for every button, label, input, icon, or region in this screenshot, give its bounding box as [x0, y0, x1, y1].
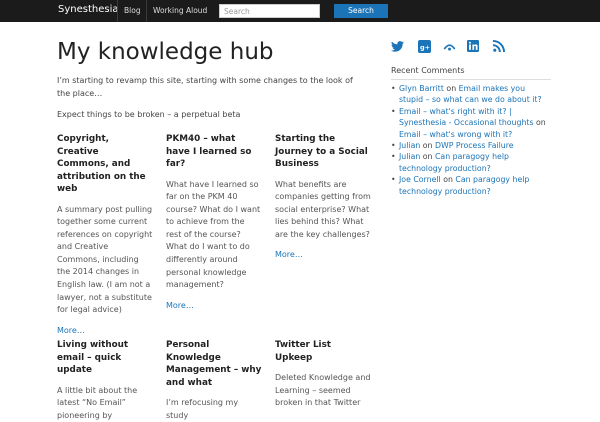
comment-on-text: on: [536, 118, 546, 127]
comment-post-link[interactable]: Can paragogy help technology production?: [399, 152, 509, 172]
comment-item: [391, 140, 551, 151]
comment-author-link[interactable]: Julian: [399, 141, 420, 150]
comment-item: [391, 174, 551, 197]
comment-author-link[interactable]: Julian: [399, 152, 420, 161]
comment-item: [391, 106, 551, 140]
post-title-link[interactable]: Starting the Journey to a Social Business: [275, 133, 371, 171]
post-excerpt: What benefits are companies getting from social enterprise? What lies behind this? What are the key challenges?: [275, 179, 371, 242]
intro-text: I’m starting to revamp this site, starting with some changes to the look of the place…: [57, 75, 367, 100]
post-card: [166, 133, 262, 310]
post-title-link[interactable]: Twitter List Upkeep: [275, 339, 371, 364]
comment-item: [391, 83, 551, 106]
recent-comments-list: [391, 83, 551, 197]
linkedin-icon[interactable]: [466, 39, 480, 53]
comment-on-text: on: [443, 175, 453, 184]
post-excerpt: Deleted Knowledge and Learning – seemed broken in that Twitter: [275, 372, 371, 410]
top-navigation-bar: [0, 0, 600, 22]
post-card: [166, 339, 262, 422]
twitter-icon[interactable]: [390, 39, 404, 53]
intro-note: Expect things to be broken – a perpetual beta: [57, 110, 240, 119]
post-card: [57, 339, 153, 422]
site-brand-link[interactable]: Synesthesia: [58, 4, 119, 15]
post-excerpt: I’m refocusing my study: [166, 397, 262, 422]
search-input[interactable]: [219, 4, 320, 18]
search-button[interactable]: Search: [334, 4, 388, 18]
google-plus-icon[interactable]: [417, 39, 431, 53]
post-card: [275, 133, 371, 259]
post-card: [57, 133, 153, 335]
post-title-link[interactable]: PKM40 – what have I learned so far?: [166, 133, 262, 171]
sidebar-divider: [391, 79, 551, 80]
page-title: My knowledge hub: [57, 39, 274, 65]
post-title-link[interactable]: Copyright, Creative Commons, and attribution on the web: [57, 133, 153, 196]
post-card: [275, 339, 371, 410]
comment-post-link[interactable]: DWP Process Failure: [435, 141, 514, 150]
post-more-link[interactable]: More…: [275, 250, 371, 259]
post-excerpt: What have I learned so far on the PKM 40 course? What do I want to achieve from the rest of the course? What do I want to do differently around personal knowledge management?: [166, 179, 262, 292]
post-title-link[interactable]: Personal Knowledge Management – why and what: [166, 339, 262, 389]
comment-on-text: on: [423, 152, 433, 161]
comment-post-link[interactable]: Email makes you stupid – so what can we do about it?: [399, 84, 542, 104]
post-more-link[interactable]: More…: [166, 301, 262, 310]
nav-item-blog[interactable]: Blog: [117, 0, 147, 22]
post-excerpt: A little bit about the latest “No Email” pioneering by: [57, 385, 153, 422]
svg-text:g+: g+: [419, 43, 429, 51]
post-more-link[interactable]: More…: [57, 326, 153, 335]
rss-icon[interactable]: [492, 39, 506, 53]
recent-comments-heading: Recent Comments: [391, 66, 465, 75]
post-excerpt: A summary post pulling together some current references on copyright and Creative Commons, including the 2014 changes in English law. (I am not a lawyer, not a substitute for legal advice): [57, 204, 153, 317]
comment-author-link[interactable]: Email – what's right with it? | Synesthesia - Occasional thoughts: [399, 107, 534, 127]
comment-on-text: on: [446, 84, 456, 93]
comment-on-text: on: [423, 141, 433, 150]
rss-alt-icon[interactable]: [442, 39, 456, 53]
comment-post-link[interactable]: Can paragogy help technology production?: [399, 175, 529, 195]
comment-item: [391, 151, 551, 174]
post-title-link[interactable]: Living without email – quick update: [57, 339, 153, 377]
comment-author-link[interactable]: Glyn Barritt: [399, 84, 444, 93]
nav-item-working-aloud[interactable]: Working Aloud: [146, 0, 213, 22]
comment-post-link[interactable]: Email – what's wrong with it?: [399, 130, 512, 139]
comment-author-link[interactable]: Joe Cornell: [399, 175, 441, 184]
